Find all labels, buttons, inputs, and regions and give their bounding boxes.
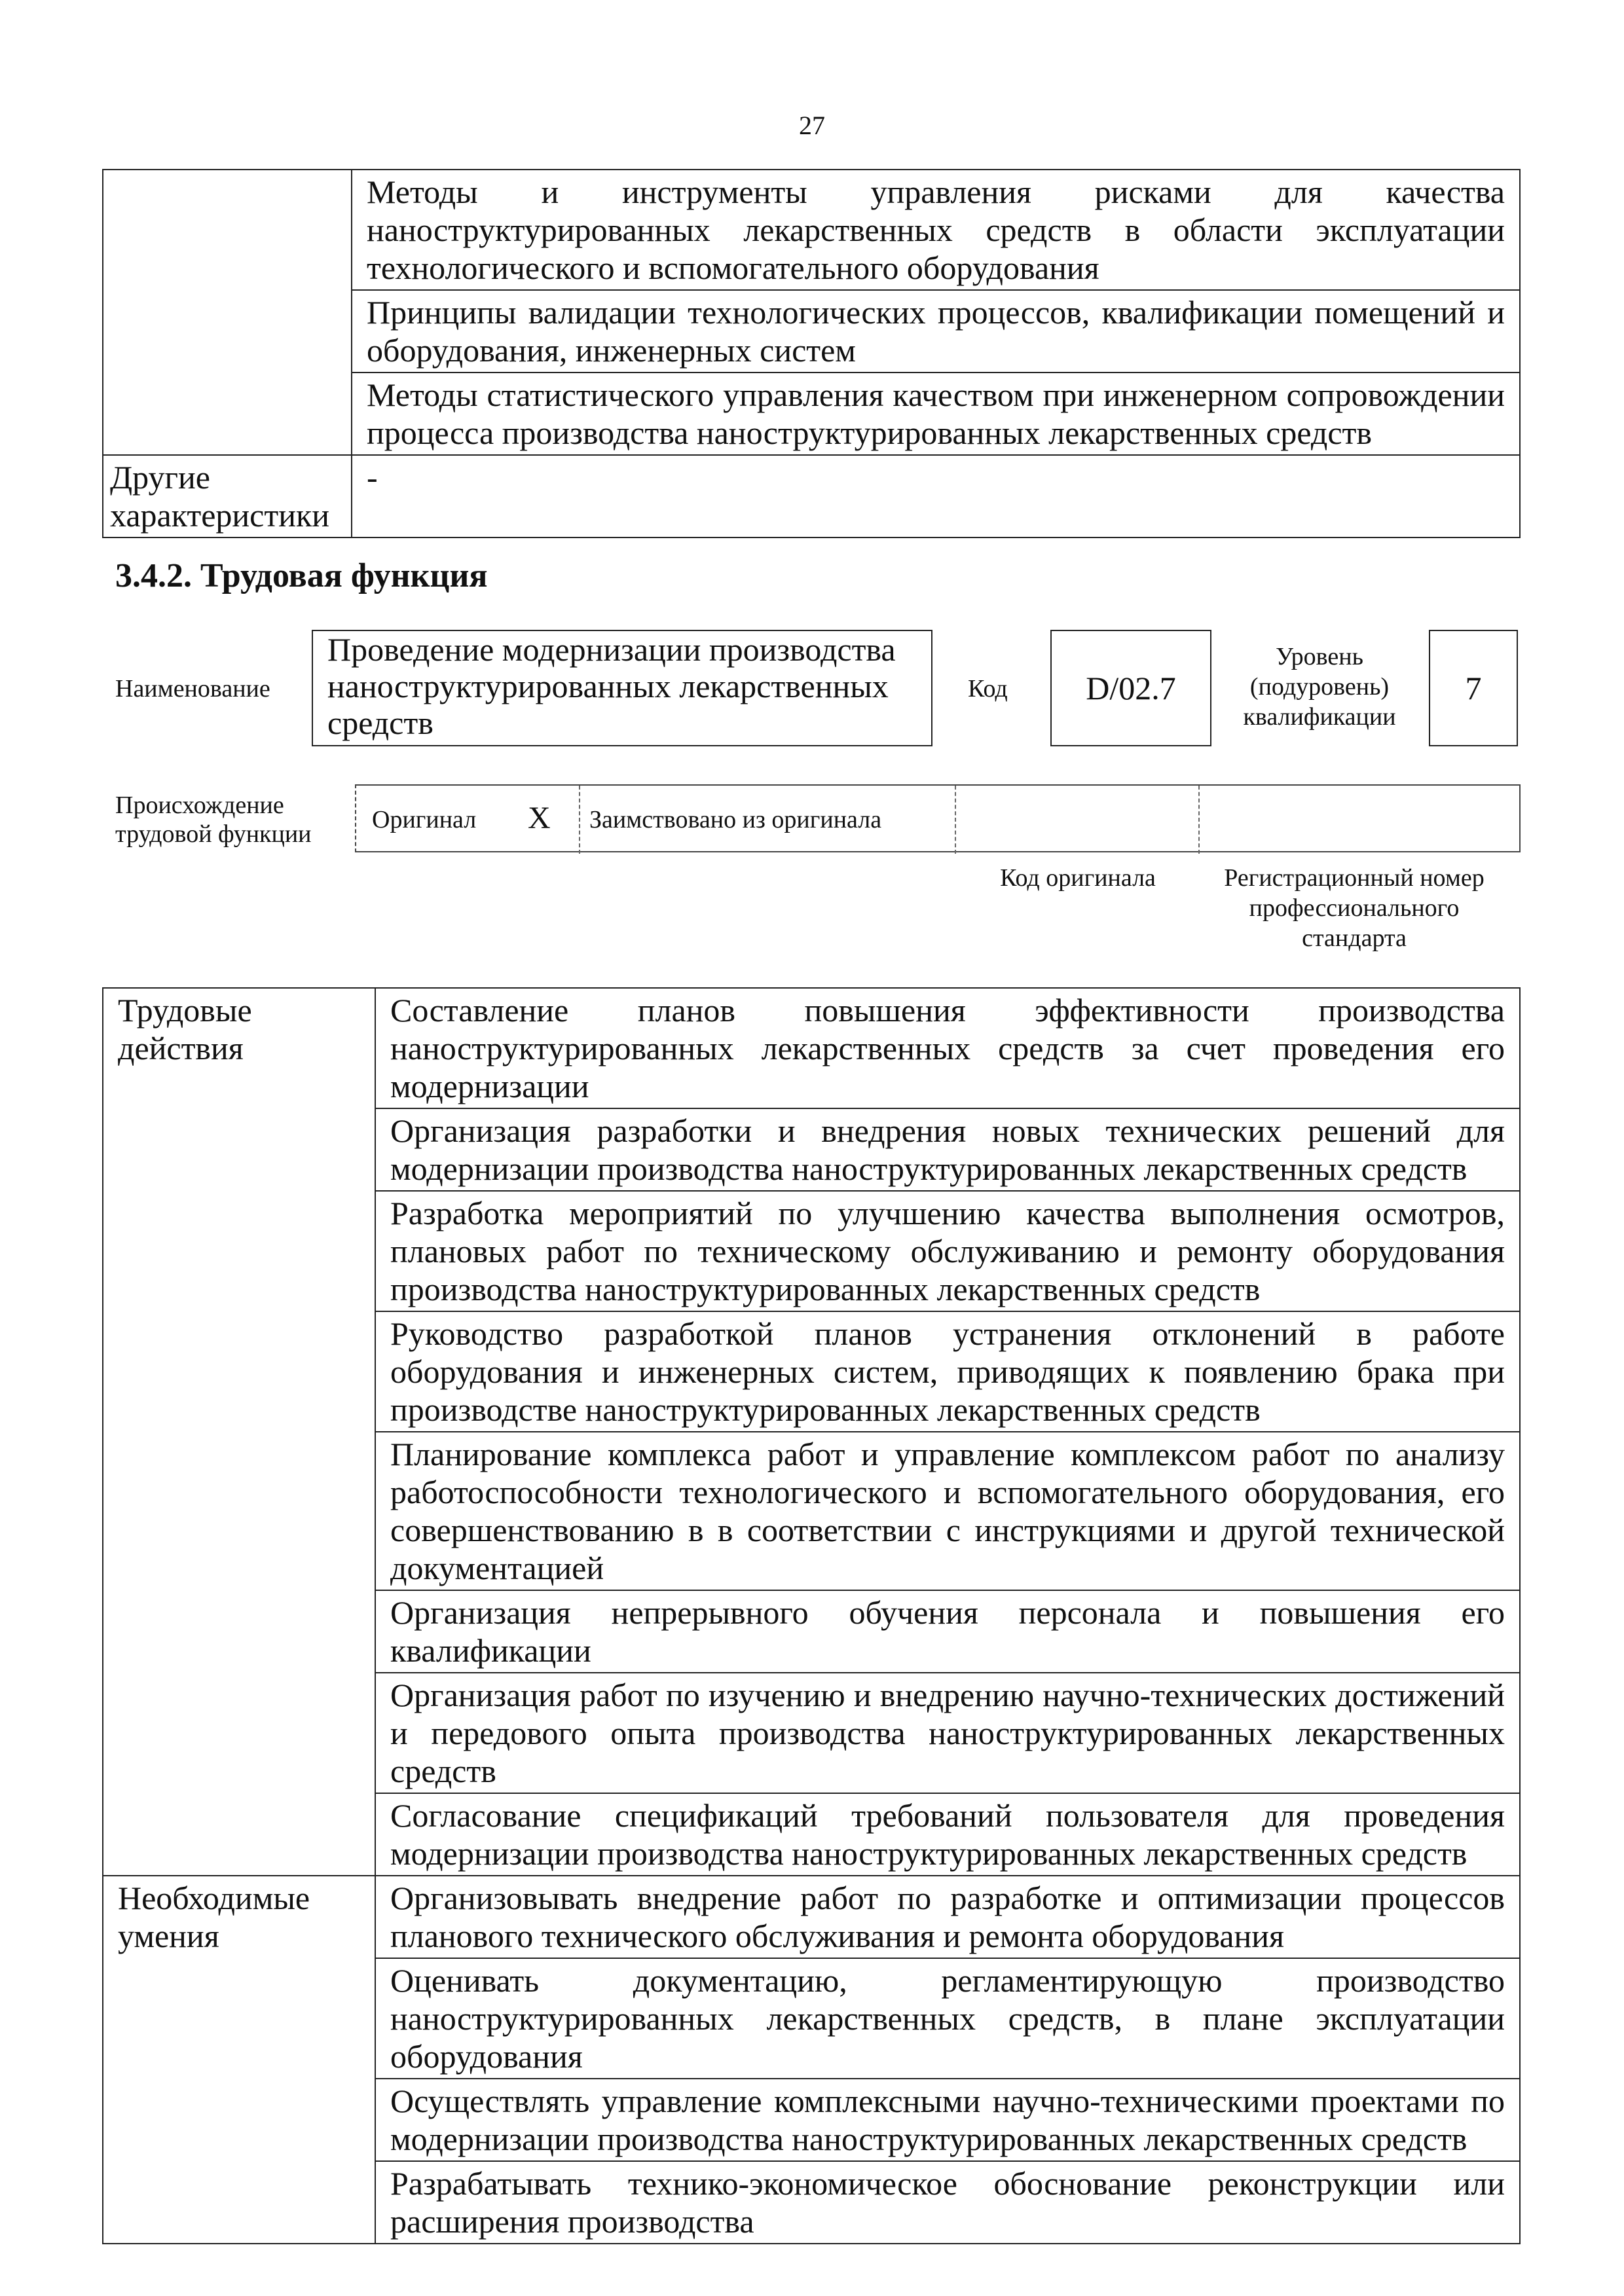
- function-details-table: [102, 987, 1521, 2244]
- knowledge-table-continued: [102, 169, 1521, 538]
- borrowed-label: Заимствовано из оригинала: [589, 806, 882, 833]
- skills-label: Необходимые умения: [103, 1876, 375, 2244]
- page-number: 27: [799, 111, 825, 140]
- divider: [955, 786, 956, 854]
- function-name-box: Проведение модернизации производства наноструктурированных лекарственных средств: [312, 630, 932, 746]
- table-cell: Осуществлять управление комплексными научно-техническими проектами по модернизации производства наноструктурированных лекарственных средств: [375, 2079, 1520, 2161]
- table-cell: Планирование комплекса работ и управление комплексом работ по анализу работоспособности технологического и вспомогательного оборудования, его совершенствованию в в соответствии с инструкциями и другой технической документацией: [375, 1432, 1520, 1590]
- qualification-level-box: 7: [1429, 630, 1518, 746]
- divider: [579, 786, 580, 854]
- other-characteristics-label: Другие характеристики: [103, 455, 352, 538]
- original-mark: X: [528, 801, 551, 835]
- table-cell: Составление планов повышения эффективности производства наноструктурированных лекарственных средств за счет проведения его модернизации: [375, 988, 1520, 1108]
- table-cell: Согласование спецификаций требований пользователя для проведения модернизации производства наноструктурированных лекарственных средств: [375, 1793, 1520, 1876]
- table-row: [103, 988, 1520, 1108]
- table-cell: Организация разработки и внедрения новых технических решений для модернизации производства наноструктурированных лекарственных средств: [375, 1108, 1520, 1191]
- table-cell: Организация работ по изучению и внедрению научно-технических достижений и передового опыта производства наноструктурированных лекарственных средств: [375, 1673, 1520, 1793]
- table-row: [103, 455, 1520, 538]
- function-code-box: D/02.7: [1050, 630, 1211, 746]
- table-cell: Оценивать документацию, регламентирующую производство наноструктурированных лекарственных средств, в плане эксплуатации оборудования: [375, 1958, 1520, 2079]
- section-title: 3.4.2. Трудовая функция: [115, 557, 488, 594]
- original-code-caption: Код оригинала: [1000, 864, 1156, 892]
- actions-label: Трудовые действия: [103, 988, 375, 1876]
- table-row: [103, 170, 1520, 290]
- table-row: [103, 1876, 1520, 1958]
- registration-number-caption: Регистрационный номер профессионального стандарта: [1224, 864, 1485, 952]
- table-cell: Организация непрерывного обучения персонала и повышения его квалификации: [375, 1590, 1520, 1673]
- origin-row: [355, 784, 1521, 852]
- table-cell: Разрабатывать технико-экономическое обоснование реконструкции или расширения производства: [375, 2161, 1520, 2244]
- divider: [1198, 786, 1200, 854]
- other-characteristics-value: -: [352, 455, 1520, 538]
- table-cell: Руководство разработкой планов устранения отклонений в работе оборудования и инженерных систем, приводящих к появлению брака при производстве наноструктурированных лекарственных средств: [375, 1311, 1520, 1432]
- name-label: Наименование: [115, 675, 270, 702]
- table-cell: Разработка мероприятий по улучшению качества выполнения осмотров, плановых работ по техническому обслуживанию и ремонту оборудования производства наноструктурированных лекарственных средств: [375, 1191, 1520, 1311]
- table-cell: Методы статистического управления качеством при инженерном сопровождении процесса производства наноструктурированных лекарственных средств: [352, 373, 1520, 455]
- origin-label: Происхождение трудовой функции: [115, 792, 312, 848]
- code-label: Код: [968, 675, 1008, 702]
- empty-label-cell: [103, 170, 352, 455]
- table-cell: Организовывать внедрение работ по разработке и оптимизации процессов планового технического обслуживания и ремонта оборудования: [375, 1876, 1520, 1958]
- qualification-level-label: Уровень (подуровень) квалификации: [1243, 643, 1396, 731]
- original-label: Оригинал: [372, 806, 477, 833]
- table-cell: Принципы валидации технологических процессов, квалификации помещений и оборудования, инженерных систем: [352, 290, 1520, 373]
- table-cell: Методы и инструменты управления рисками для качества наноструктурированных лекарственных средств в области эксплуатации технологического и вспомогательного оборудования: [352, 170, 1520, 290]
